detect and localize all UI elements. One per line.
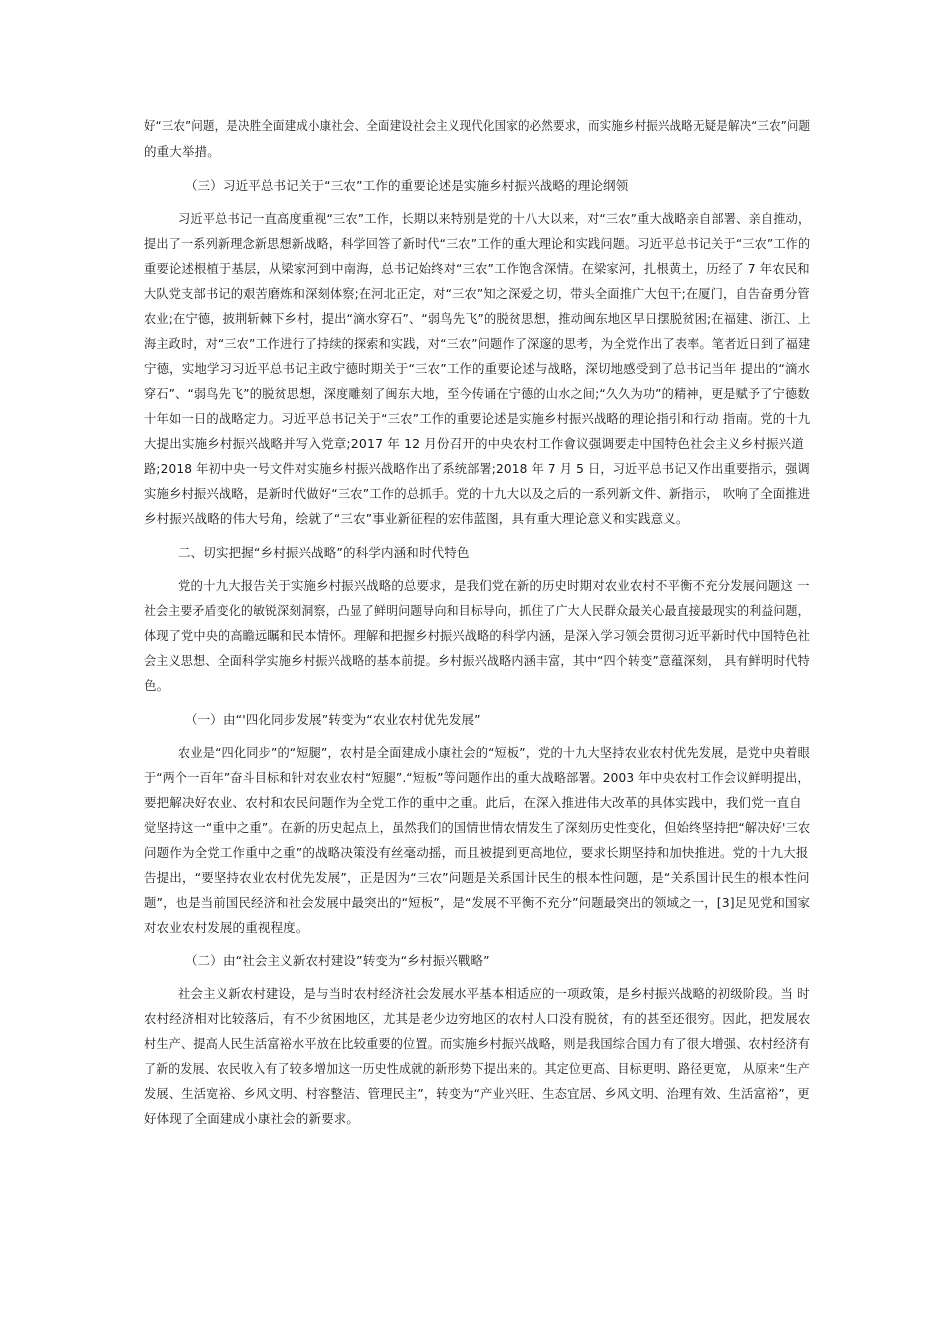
paragraph-line: 提出了一系列新理念新思想新战略，科学回答了新时代“三农”工作的重大理论和实践问题。习近平总书记关于“三农”工作的 <box>144 236 811 251</box>
paragraph-line: 农业是“四化同步”的“短腿”，农村是全面建成小康社会的“短板”，党的十九大坚持农业农村优先发展，是党中央着眼 <box>178 745 810 760</box>
paragraph-line: 题”，也是当前国民经济和社会发展中最突出的“短板”，是“发展不平衡不充分”问题最突出的领域之一，[3]足见党和国家 <box>144 895 811 910</box>
paragraph-line: 大队党支部书记的艰苦磨炼和深刻体察;在河北正定，对“三农”知之深爱之切，带头全面推广大包干;在厦门，自告奋勇分管 <box>144 286 810 301</box>
paragraph-line: 色。 <box>144 678 170 693</box>
paragraph-line: 社会主要矛盾变化的敏锐深刻洞察，凸显了鲜明问题导向和目标导向，抓住了广大人民群众最关心最直接最现实的利益问题， <box>144 603 810 618</box>
paragraph-line: 好“三农”问题，是决胜全面建成小康社会、全面建设社会主义现代化国家的必然要求，而实施乡村振兴战略无疑是解决“三农”问题 <box>144 118 811 133</box>
paragraph-line: 路;2018 年初中央一号文件对实施乡村振兴战略作出了系统部署;2018 年 7 月 5 日，习近平总书记又作出重要指示，强调 <box>144 461 810 476</box>
paragraph-line: 宁德，实地学习习近平总书记主政宁德时期关于“三农”工作的重要论述与战略，深切地感受到了总书记当年 提出的“滴水 <box>144 361 811 376</box>
paragraph-line: 重要论述根植于基层，从梁家河到中南海，总书记始终对“三农”工作饱含深情。在梁家河，扎根黄土，历经了 7 年农民和 <box>144 261 810 276</box>
paragraph-line: 问题作为全党工作重中之重”的战略决策没有丝毫动摇，而且被提到更高地位，要求长期坚持和加快推进。党的十九大报 <box>144 845 809 860</box>
paragraph-line: 农村经济相对比较落后，有不少贫困地区，尤其是老少边穷地区的农村人口没有脱贫，有的甚至还很穷。因此，把发展农 <box>144 1011 811 1026</box>
paragraph-line: 觉坚持这一“重中之重”。在新的历史起点上，虽然我们的国情世情农情发生了深刻历史性变化，但始终坚持把“解决好'三农 <box>144 820 811 835</box>
paragraph-line: 的重大举措。 <box>144 144 220 159</box>
paragraph-line: 会主义思想、全面科学实施乡村振兴战略的基本前提。乡村振兴战略内涵丰富，其中“四个转变”意蕴深刻， 具有鲜明时代特 <box>144 653 810 668</box>
paragraph-line: 好体现了全面建成小康社会的新要求。 <box>144 1111 360 1126</box>
paragraph-line: 乡村振兴战略的伟大号角，绘就了“三农”事业新征程的宏伟蓝图，具有重大理论意义和实践意义。 <box>144 511 689 526</box>
paragraph-line: 于“两个一百年”奋斗目标和针对农业农村“短腿”.“短板”等问题作出的重大战略部署。2003 年中央农村工作会议鲜明提出， <box>144 770 810 785</box>
paragraph-line: 体现了党中央的高瞻远瞩和民本情怀。理解和把握乡村振兴战略的科学内涵，是深入学习领会贯彻习近平新时代中国特色社 <box>144 628 811 643</box>
paragraph-line: 对农业农村发展的重视程度。 <box>144 920 309 935</box>
paragraph-line: 发展、生活宽裕、乡风文明、村容整洁、管理民主”，转变为“产业兴旺、生态宜居、乡风文明、治理有效、生活富裕”，更 <box>144 1086 810 1101</box>
paragraph-line: 穿石”、“弱鸟先飞”的脱贫思想，深度雕刻了闽东大地，至今传诵在宁德的山水之间;“久久为功”的精神，更是赋予了宁德数 <box>144 386 810 401</box>
paragraph-line: 习近平总书记一直高度重视“三农”工作，长期以来特别是党的十八大以来，对“三农”重大战略亲自部署、亲自推动， <box>178 211 811 226</box>
paragraph-line: 要把解决好农业、农村和农民问题作为全党工作的重中之重。此后，在深入推进伟大改革的具体实践中，我们党一直自 <box>144 795 802 810</box>
section-heading-2-2: （二）由“社会主义新农村建设”转变为“乡村振兴戰略” <box>185 953 490 968</box>
paragraph-line: 大提出实施乡村振兴战略并写入党章;2017 年 12 月份召开的中央农村工作會议强调要走中国特色社会主义乡村振兴道 <box>144 436 804 451</box>
section-heading-2-1: （一）由“'四化同步发展”转变为“农业农村优先发展” <box>185 712 481 727</box>
paragraph-line: 十年如一日的战略定力。习近平总书记关于“三农”工作的重要论述是实施乡村振兴战略的理论指引和行动 指南。党的十九 <box>144 411 811 426</box>
paragraph-line: 农业;在宁德，披荆斩棘下乡村，提出“滴水穿石”、“弱鸟先飞”的脱贫思想，推动闽东地区早日摆脱贫困;在福建、浙江、上 <box>144 311 811 326</box>
paragraph-line: 实施乡村振兴战略，是新时代做好“三农”工作的总抓手。党的十九大以及之后的一系列新文件、新指示， 吹响了全面推进 <box>144 486 811 501</box>
paragraph-line: 告提出，“要坚持农业农村优先发展”，正是因为“三农”问题是关系国计民生的根本性问题，是“关系国计民生的根本性问 <box>144 870 810 885</box>
paragraph-line: 了新的发展、农民收入有了较多增加这一历史性成就的新形势下提出来的。其定位更高、目标更明、路径更宽， 从原来“生产 <box>144 1061 810 1076</box>
section-heading-1-3: （三）习近平总书记关于“三农”工作的重要论述是实施乡村振兴战略的理论纲领 <box>185 178 629 193</box>
paragraph-line: 社会主义新农村建设，是与当时农村经济社会发展水平基本相适应的一项政策，是乡村振兴战略的初级阶段。当 时 <box>178 986 810 1001</box>
paragraph-line: 海主政时，对“三农”工作进行了持续的探索和实践，对“三农”问题作了深邃的思考，为全党作出了表率。笔者近日到了福建 <box>144 336 811 351</box>
section-heading-2: 二、切实把握“乡村振兴战略”的科学内涵和时代特色 <box>178 545 470 560</box>
paragraph-line: 村生产、提高人民生活富裕水平放在比较重要的位置。而实施乡村振兴战略，则是我国综合国力有了很大增强、农村经济有 <box>144 1036 811 1051</box>
paragraph-line: 党的十九大报告关于实施乡村振兴战略的总要求，是我们党在新的历史时期对农业农村不平衡不充分发展问题这 一 <box>178 578 810 593</box>
